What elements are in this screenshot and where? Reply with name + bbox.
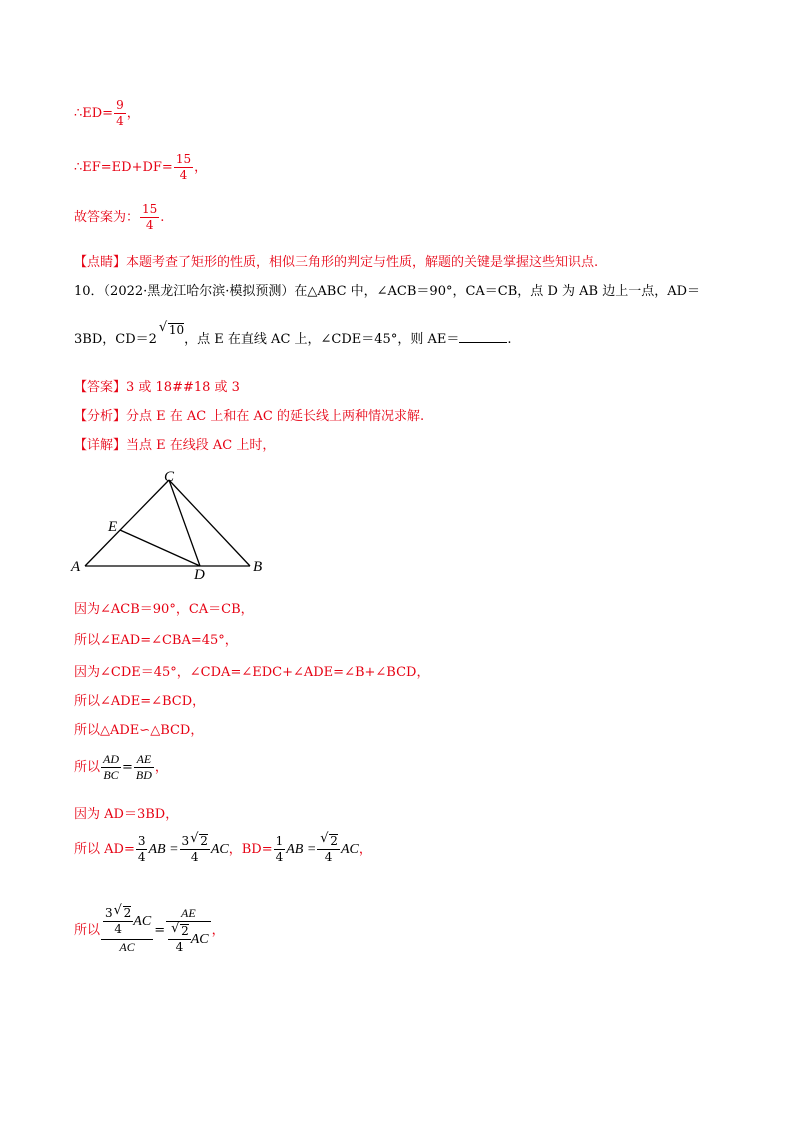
s8-suffix: ， [358,842,372,857]
analysis-text: 【分析】分点 E 在 AC 上和在 AC 的延长线上两种情况求解. [74,409,425,424]
s8-prefix: 所以 AD= [74,842,135,857]
ef-suffix: ， [194,160,208,175]
answer-blank[interactable] [459,330,507,343]
segment-cb [169,480,250,566]
step-8 [74,834,372,865]
step-1: 因为∠ACB＝90°，CA＝CB， [74,602,254,617]
s6-r-den: BD [135,768,152,782]
q10-line2-a: 3BD，CD＝2 [74,332,157,347]
step-5: 所以△ADE∽△BCD， [74,723,204,738]
s8-f1: $\frac{3}{4}$ [137,834,146,864]
segment-ac [85,480,169,566]
final-num: 15 [142,202,158,216]
final-den: 4 [145,218,154,232]
s9-suffix: ， [211,923,225,938]
ef-num: 15 [175,152,192,166]
ef-fraction [174,152,193,183]
s8-f2: $\frac{3√ 2}{4}$ [180,834,210,865]
s8-mid: ，BD= [228,842,273,857]
segment-cd [169,480,200,566]
question-10-line2 [74,323,512,349]
line-final-answer [74,202,164,233]
s9-left-fraction: $\frac{3√ 2}{4}$ AC AC [101,906,153,955]
ed-den: 4 [116,114,124,128]
ed-prefix: ∴ED= [74,106,114,121]
s6-l-num: AD [103,752,120,766]
ed-num: 9 [116,98,124,112]
s9-prefix: 所以 [74,923,101,938]
final-suffix: . [160,210,165,225]
triangle-figure [66,468,296,588]
s6-left-fraction [101,752,121,783]
s9-right-fraction: AE √ $\frac{2}{4}$ AC [166,906,211,955]
s8-ab2: AB = [286,842,317,857]
s8-ab1: AB = [148,842,179,857]
step-7: 因为 AD＝3BD， [74,807,179,822]
s6-prefix: 所以 [74,760,101,775]
s6-right-fraction [134,752,154,783]
step-3: 因为∠CDE＝45°，∠CDA=∠EDC+∠ADE=∠B+∠BCD， [74,665,430,680]
label-c: C [164,469,175,485]
s6-l-den: BC [103,768,119,782]
question-10-line1: 10．（2022·黑龙江哈尔滨·模拟预测）在△ABC 中，∠ACB＝90°，CA＝CB，点 D 为 AB 边上一点，AD＝ [74,284,701,299]
ef-den: 4 [179,168,188,182]
ed-suffix: ， [126,106,140,121]
ef-prefix: ∴EF=ED+DF= [74,160,173,175]
ed-fraction [114,98,126,129]
q10-sqrt: √ 10 [168,323,184,337]
q10-line2-b: ，点 E 在直线 AC 上，∠CDE＝45°，则 AE＝ [184,332,460,347]
final-fraction [140,202,159,233]
comment-text: 【点睛】本题考查了矩形的性质，相似三角形的判定与性质，解题的关键是掌握这些知识点. [74,255,599,270]
label-a: A [71,559,81,575]
s9-eq: = [154,923,166,938]
final-prefix: 故答案为： [74,210,140,225]
answer-text: 【答案】3 或 18##18 或 3 [74,380,240,395]
s6-suffix: ， [154,760,168,775]
label-e: E [108,519,118,535]
step-6 [74,752,168,783]
line-ed [74,98,140,129]
label-b: B [253,559,263,575]
q10-line2-end: . [507,332,512,347]
line-ef [74,152,207,183]
s6-eq: = [122,760,133,775]
segment-ed [120,530,200,566]
s8-ac1: AC [210,842,229,857]
step-2: 所以∠EAD=∠CBA=45°， [74,633,238,648]
s6-r-num: AE [134,752,154,768]
s9-bottom: AC [119,940,135,954]
s8-ac2: AC [340,842,359,857]
step-4: 所以∠ADE=∠BCD， [74,694,206,709]
label-d: D [194,567,205,583]
detail-text: 【详解】当点 E 在线段 AC 上时， [74,438,276,453]
s8-f3: $\frac{1}{4}$ [275,834,284,864]
step-9 [74,906,225,955]
s8-f4: √ $\frac{2}{4}$ [317,834,340,865]
